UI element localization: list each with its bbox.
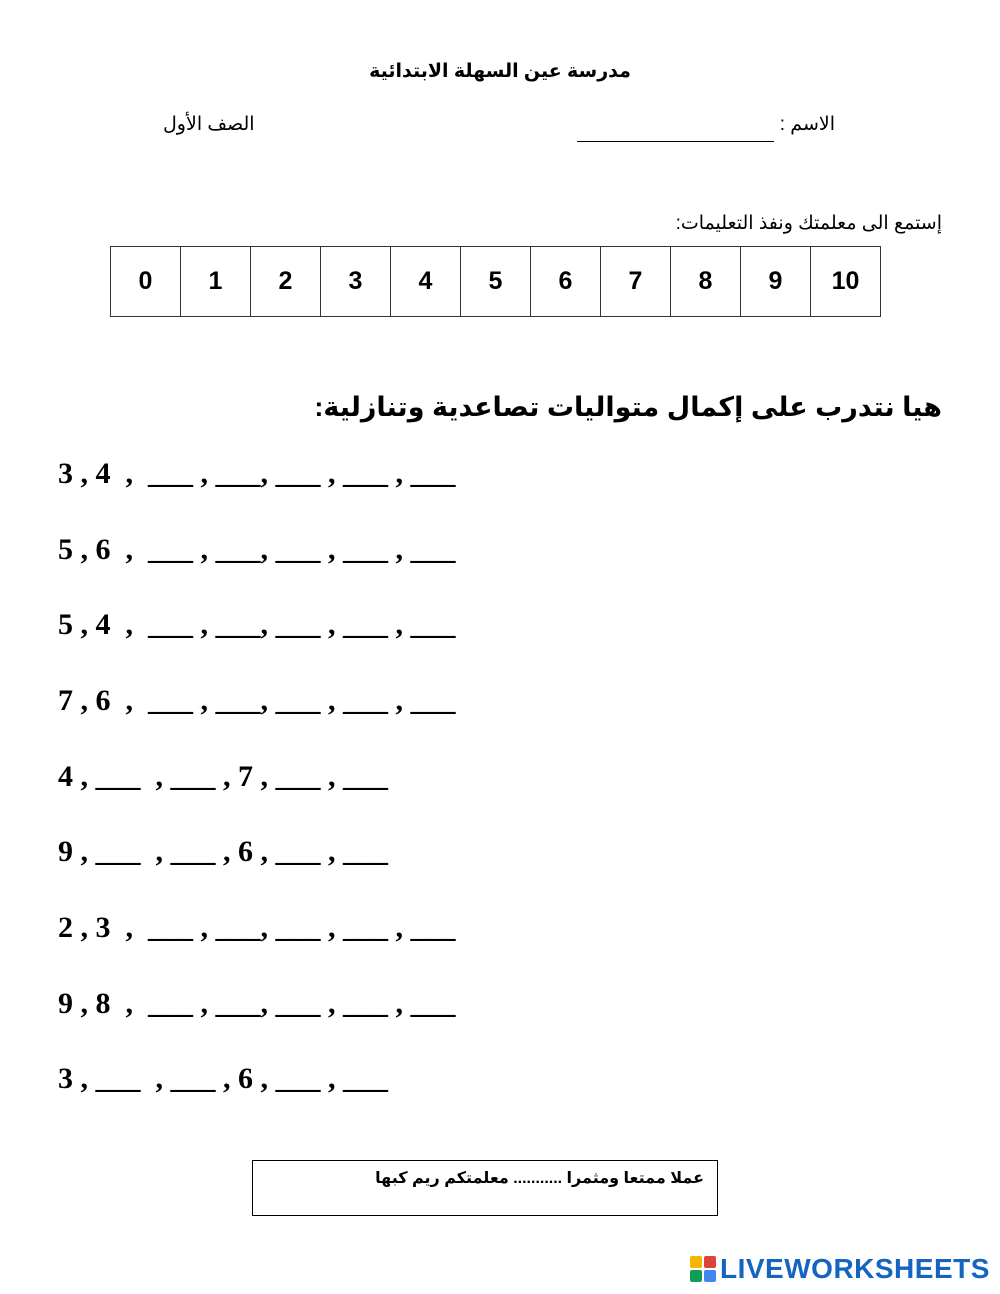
grade-label: الصف الأول xyxy=(163,114,255,135)
sequence-row[interactable]: 3 , 4 , ___ , ___, ___ , ___ , ___ xyxy=(58,457,456,490)
number-cell: 10 xyxy=(811,247,881,317)
sequence-row[interactable]: 7 , 6 , ___ , ___, ___ , ___ , ___ xyxy=(58,684,456,717)
logo-icon xyxy=(690,1256,716,1282)
instructions-text: إستمع الى معلمتك ونفذ التعليمات: xyxy=(675,213,942,234)
sequence-row[interactable]: 9 , ___ , ___ , 6 , ___ , ___ xyxy=(58,835,388,868)
number-cell: 7 xyxy=(601,247,671,317)
logo-text: LIVEWORKSHEETS xyxy=(720,1253,990,1284)
liveworksheets-logo xyxy=(690,1254,990,1284)
logo-square xyxy=(704,1270,716,1282)
sequence-row[interactable]: 3 , ___ , ___ , 6 , ___ , ___ xyxy=(58,1062,388,1095)
logo-square xyxy=(690,1256,702,1268)
name-label: الاسم : xyxy=(779,114,835,135)
number-cell: 3 xyxy=(321,247,391,317)
number-cell: 4 xyxy=(391,247,461,317)
sequence-row[interactable]: 5 , 4 , ___ , ___, ___ , ___ , ___ xyxy=(58,608,456,641)
number-cell: 6 xyxy=(531,247,601,317)
sequence-row[interactable]: 5 , 6 , ___ , ___, ___ , ___ , ___ xyxy=(58,533,456,566)
name-input-line[interactable] xyxy=(577,141,774,142)
logo-square xyxy=(704,1256,716,1268)
exercise-heading: هيا نتدرب على إكمال متواليات تصاعدية وتنازلية: xyxy=(314,392,942,422)
sequence-row[interactable]: 9 , 8 , ___ , ___, ___ , ___ , ___ xyxy=(58,987,456,1020)
number-cell: 2 xyxy=(251,247,321,317)
number-cell: 8 xyxy=(671,247,741,317)
number-line xyxy=(110,246,881,317)
number-cell: 9 xyxy=(741,247,811,317)
footer-message: عملا ممتعا ومثمرا ........... معلمتكم ريم كبها xyxy=(375,1170,704,1187)
number-cell: 0 xyxy=(111,247,181,317)
sequence-row[interactable]: 2 , 3 , ___ , ___, ___ , ___ , ___ xyxy=(58,911,456,944)
school-name: مدرسة عين السهلة الابتدائية xyxy=(369,61,631,82)
logo-square xyxy=(690,1270,702,1282)
sequence-row[interactable]: 4 , ___ , ___ , 7 , ___ , ___ xyxy=(58,760,388,793)
number-cell: 5 xyxy=(461,247,531,317)
number-cell: 1 xyxy=(181,247,251,317)
